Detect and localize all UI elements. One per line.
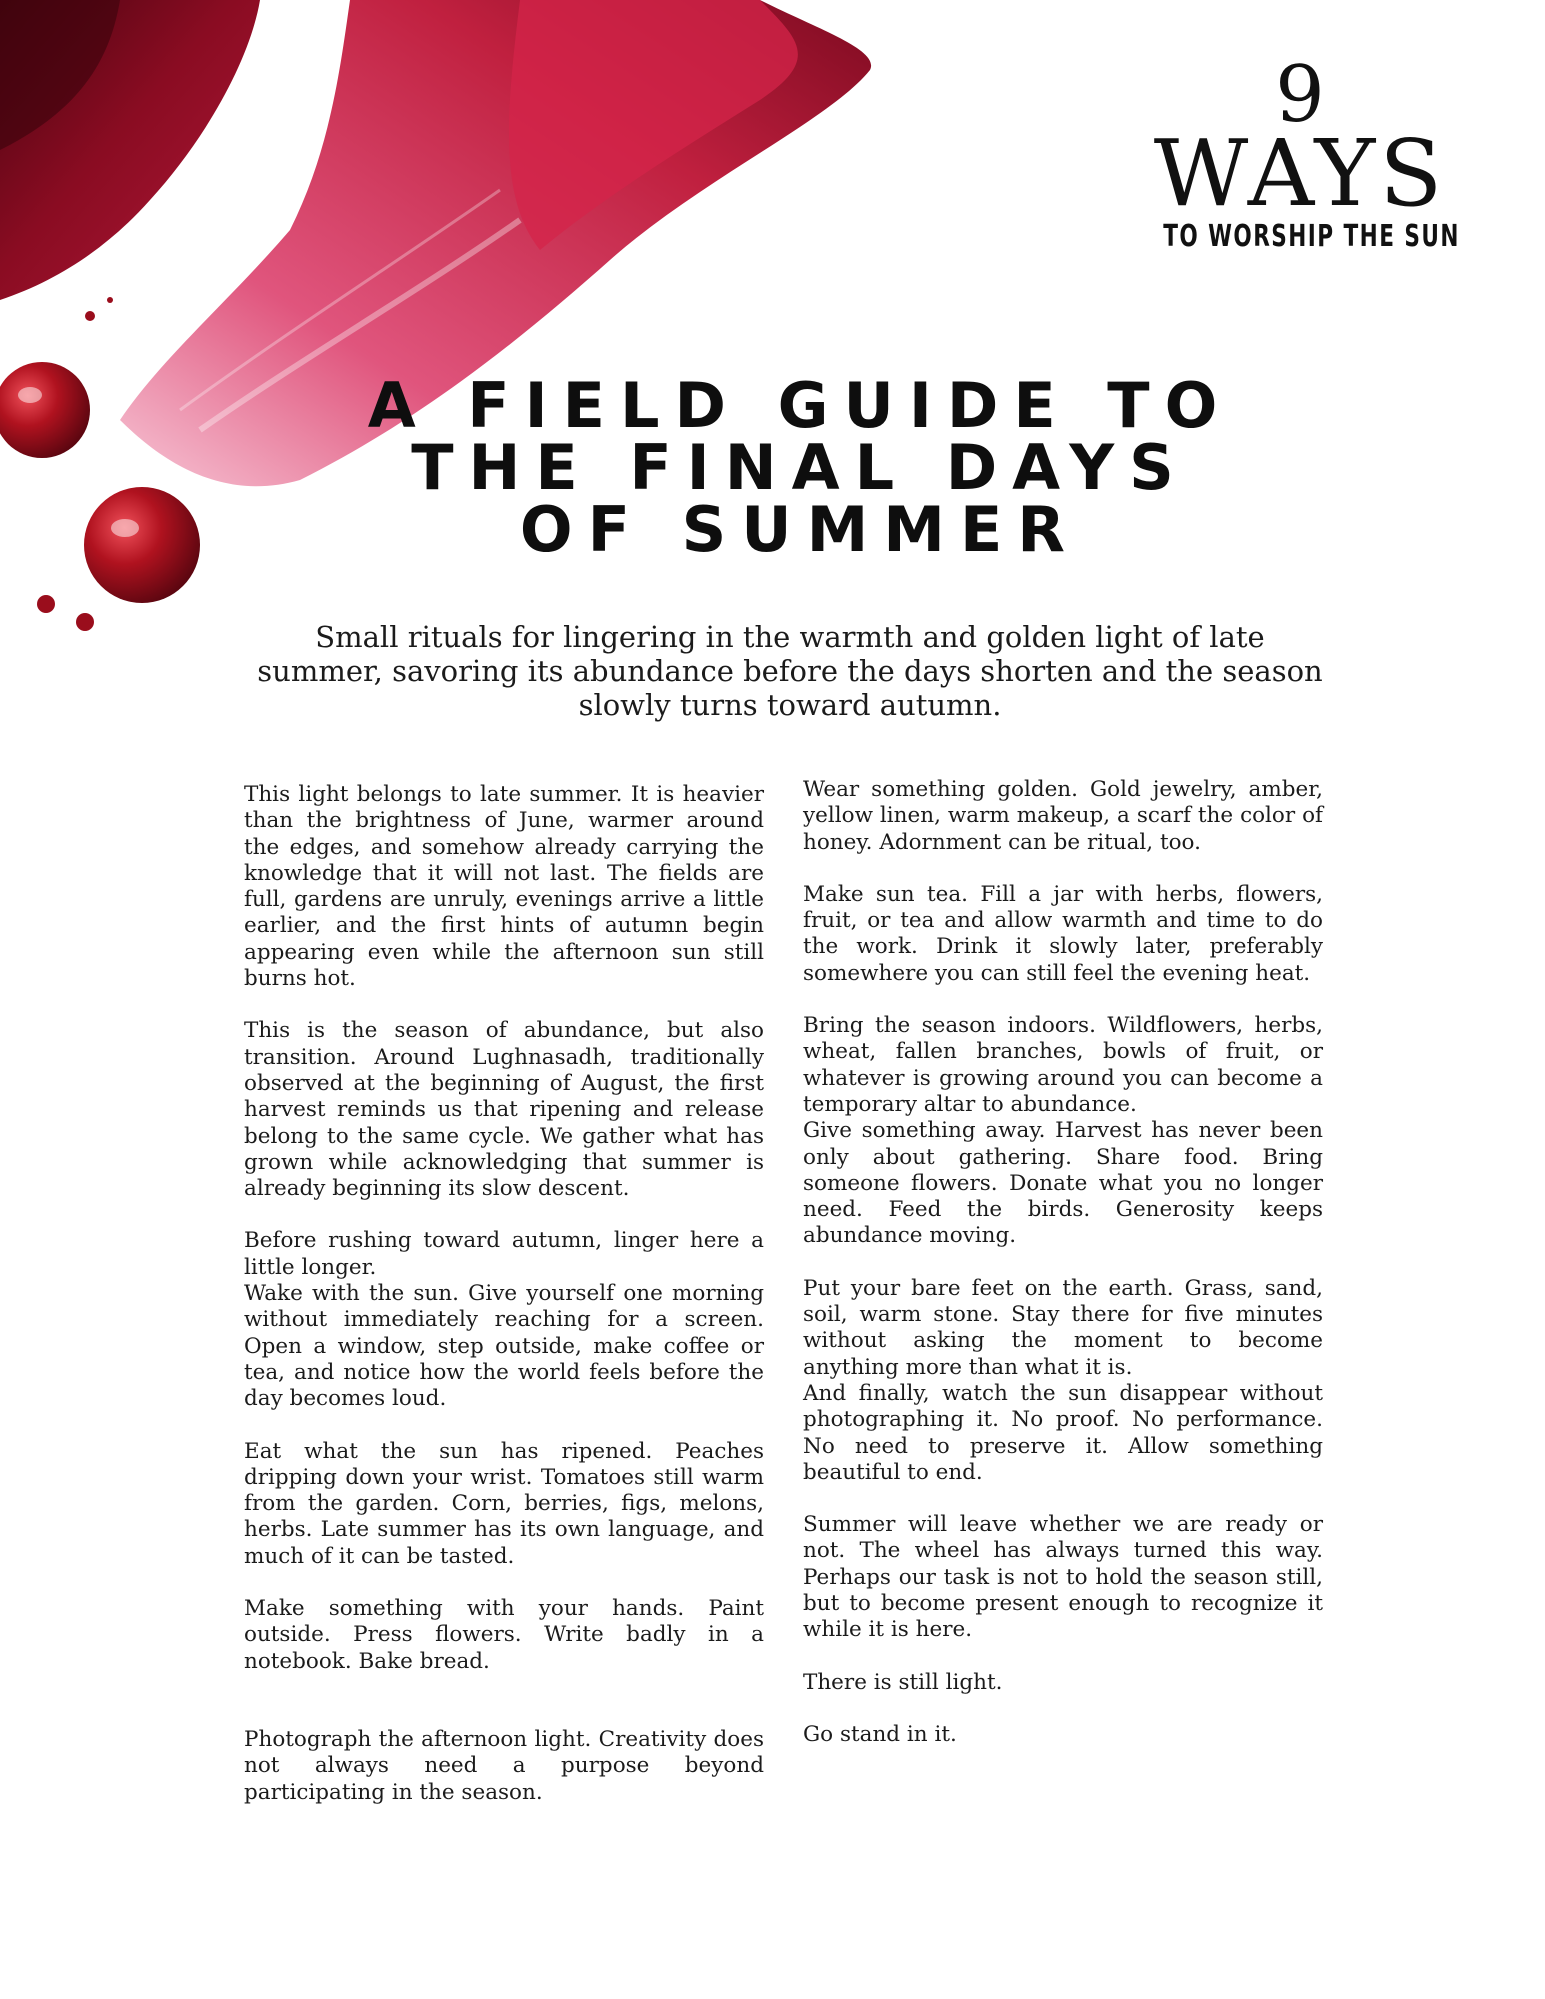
brand-logo <box>1110 50 1490 256</box>
paragraph: Bring the season indoors. Wildflowers, herbs, wheat, fallen branches, bowls of fruit, or whatever is growing around you can become a temporary altar to abundance. <box>803 1013 1323 1117</box>
left-column <box>244 782 764 1832</box>
right-column <box>803 777 1323 1774</box>
paragraph: Put your bare feet on the earth. Grass, sand, soil, warm stone. Stay there for five minutes without asking the moment to become anything more than what it is. <box>803 1275 1323 1380</box>
paragraph: Make sun tea. Fill a jar with herbs, flowers, fruit, or tea and allow warmth and time to do the work. Drink it slowly later, preferably somewhere you can still feel the evening heat. <box>803 881 1323 986</box>
paragraph: Wear something golden. Gold jewelry, amber, yellow linen, warm makeup, a scarf the color of honey. Adornment can be ritual, too. <box>803 777 1323 855</box>
paragraph: Before rushing toward autumn, linger here a little longer. <box>244 1228 764 1280</box>
paragraph: Summer will leave whether we are ready or not. The wheel has always turned this way. Perhaps our task is not to hold the season still, but to become present enough to recognize it while it is here. <box>803 1512 1323 1643</box>
title-line: A FIELD GUIDE TO <box>367 369 1233 442</box>
paragraph: There is still light. <box>803 1669 1003 1695</box>
brand-number: 9 <box>1275 50 1325 140</box>
brand-tagline: TO WORSHIP THE SUN <box>1163 219 1460 254</box>
paragraph: Give something away. Harvest has never been only about gathering. Share food. Bring someone flowers. Donate what you no longer need. Feed the birds. Generosity keeps abundance moving. <box>803 1118 1323 1249</box>
paragraph: Go stand in it. <box>803 1721 957 1747</box>
page-subtitle: Small rituals for lingering in the warmth and golden light of late summer, savoring its abundance before the days shorten and the season slowly turns toward autumn. <box>257 620 1323 722</box>
paragraph: This light belongs to late summer. It is heavier than the brightness of June, warmer around the edges, and somehow already carrying the knowledge that it will not last. The fields are full, gardens are unruly, evenings arrive a little earlier, and the first hints of autumn begin appearing even while the afternoon sun still burns hot. <box>244 782 764 992</box>
paragraph: Wake with the sun. Give yourself one morning without immediately reaching for a screen. Open a window, step outside, make coffee or tea, and notice how the world feels before the day becomes loud. <box>244 1281 764 1412</box>
paragraph: Eat what the sun has ripened. Peaches dripping down your wrist. Tomatoes still warm from the garden. Corn, berries, figs, melons, herbs. Late summer has its own language, and much of it can be tasted. <box>244 1438 764 1569</box>
brand-word: WAYS <box>1153 120 1447 227</box>
page-title <box>300 369 1300 566</box>
berry <box>84 487 200 603</box>
berry <box>0 362 90 458</box>
paragraph: Make something with your hands. Paint outside. Press flowers. Write badly in a notebook. Bake bread. <box>244 1596 764 1674</box>
paragraph: Photograph the afternoon light. Creativity does not always need a purpose beyond participating in the season. <box>244 1726 764 1805</box>
paragraph: This is the season of abundance, but also transition. Around Lughnasadh, traditionally observed at the beginning of August, the first harvest reminds us that ripening and release belong to the same cycle. We gather what has grown while acknowledging that summer is already beginning its slow descent. <box>244 1018 764 1202</box>
title-line: OF SUMMER <box>519 493 1081 566</box>
title-line: THE FINAL DAYS <box>411 431 1189 504</box>
paragraph: And finally, watch the sun disappear without photographing it. No proof. No performance. No need to preserve it. Allow something beautiful to end. <box>803 1380 1323 1485</box>
